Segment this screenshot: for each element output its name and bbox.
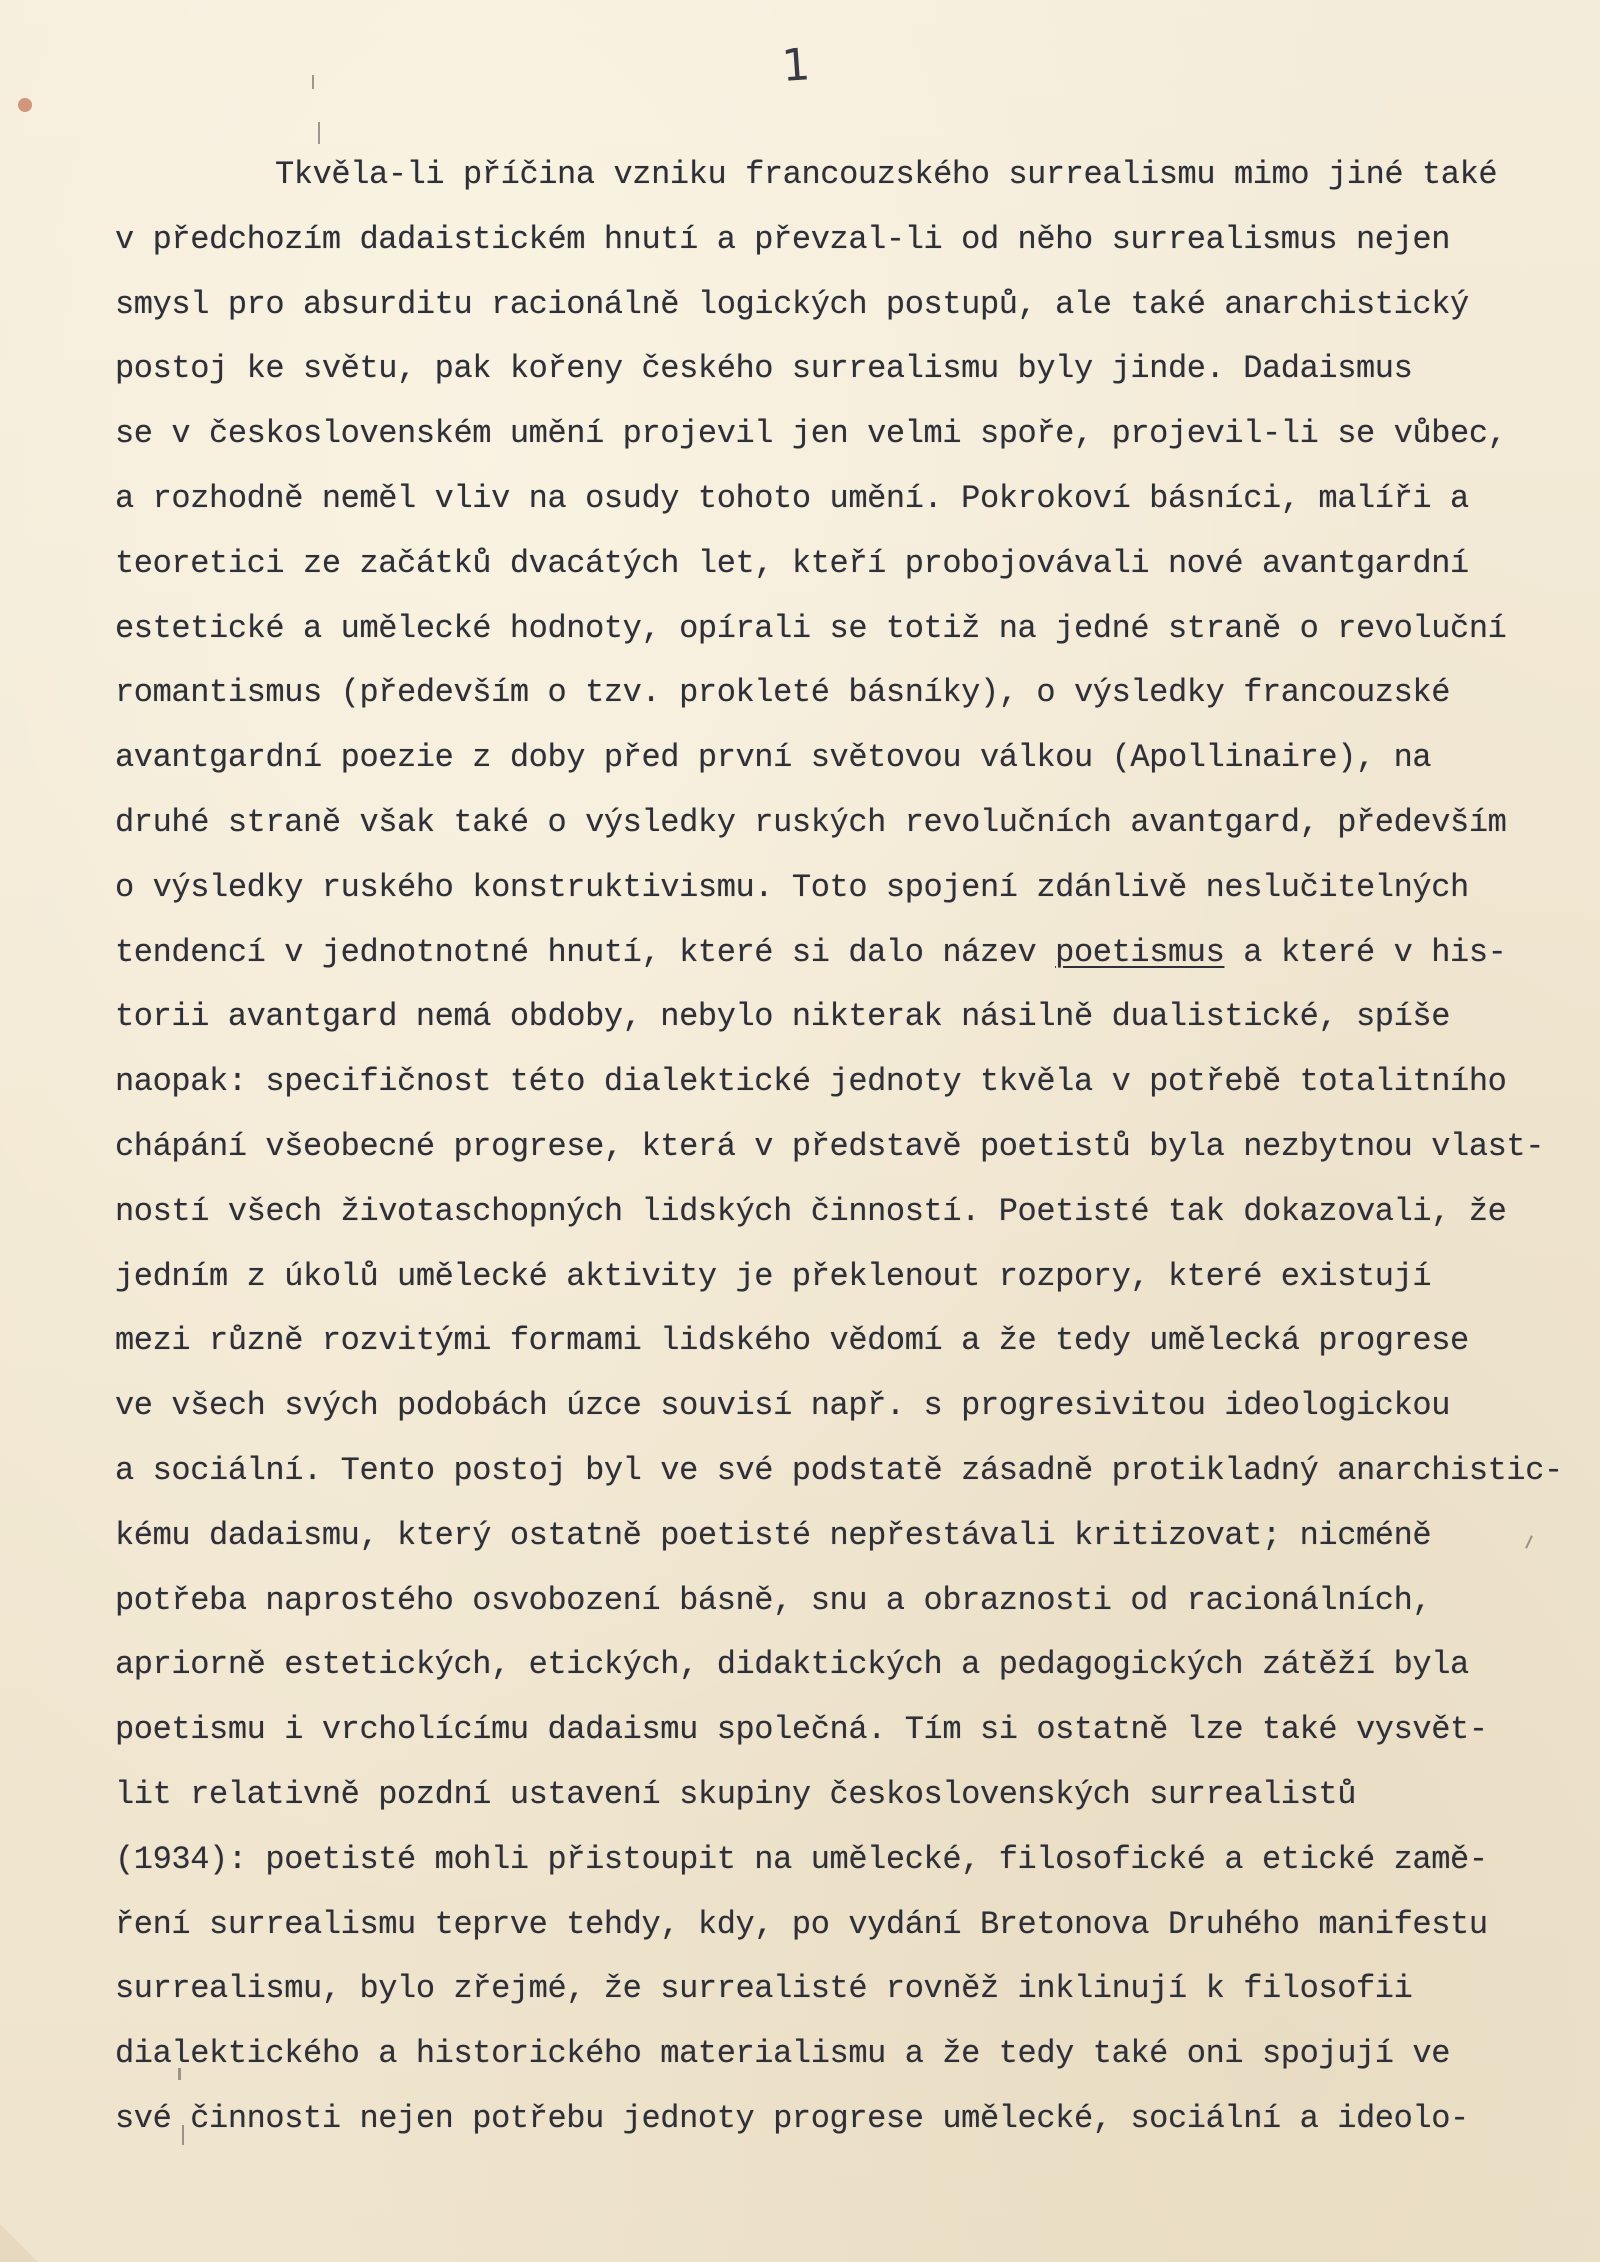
text-line: ností všech životaschopných lidských činností. Poetisté tak dokazovali, že: [115, 1192, 1507, 1230]
text-line: mezi různě rozvitými formami lidského vědomí a že tedy umělecká progrese: [115, 1322, 1469, 1360]
text-line: romantismus (především o tzv. prokleté básníky), o výsledky francouzské: [115, 674, 1451, 712]
paper-corner: [0, 2224, 38, 2262]
text-line: dialektického a historického materialismu a že tedy také oni spojují ve: [115, 2035, 1451, 2073]
text-line: apriorně estetických, etických, didaktických a pedagogických zátěží byla: [115, 1646, 1469, 1684]
text-line: Tkvěla-li příčina vzniku francouzského surrealismu mimo jiné také: [275, 156, 1498, 193]
text-line: chápání všeobecné progrese, která v představě poetistů byla nezbytnou vlast-: [115, 1127, 1545, 1165]
text-line: v předchozím dadaistickém hnutí a převzal-li od něho surrealismus nejen: [115, 220, 1451, 258]
text-line: smysl pro absurditu racionálně logických postupů, ale také anarchistický: [115, 285, 1469, 323]
text-line: potřeba naprostého osvobození básně, snu a obraznosti od racionálních,: [115, 1581, 1432, 1619]
body-text: [115, 143, 1563, 2152]
text-line: surrealismu, bylo zřejmé, že surrealisté rovněž inklinují k filosofii: [115, 1970, 1413, 2008]
text-line: lit relativně pozdní ustavení skupiny československých surrealistů: [115, 1775, 1357, 1813]
text-line: jedním z úkolů umělecké aktivity je překlenout rozpory, které existují: [115, 1257, 1432, 1295]
text-line: teoretici ze začátků dvacátých let, kteří probojovávali nové avantgardní: [115, 544, 1469, 582]
text-line: o výsledky ruského konstruktivismu. Toto spojení zdánlivě neslučitelných: [115, 868, 1469, 906]
text-line: a sociální. Tento postoj byl ve své podstatě zásadně protikladný anarchistic-: [115, 1451, 1563, 1489]
text-line: tendencí v jednotnotné hnutí, které si dalo název poetismus a které v his-: [115, 933, 1507, 971]
text-line: ření surrealismu teprve tehdy, kdy, po vydání Bretonova Druhého manifestu: [115, 1905, 1488, 1943]
text-line: se v československém umění projevil jen velmi spoře, projevil-li se vůbec,: [115, 415, 1507, 453]
text-line: estetické a umělecké hodnoty, opírali se totiž na jedné straně o revoluční: [115, 609, 1507, 647]
page-number: 1: [780, 39, 812, 92]
text-line: torii avantgard nemá obdoby, nebylo nikterak násilně dualistické, spíše: [115, 998, 1451, 1036]
text-line: své činnosti nejen potřebu jednoty progrese umělecké, sociální a ideolo-: [115, 2099, 1469, 2137]
text-line: druhé straně však také o výsledky ruských revolučních avantgard, především: [115, 803, 1507, 841]
text-line: poetismu i vrcholícímu dadaismu společná. Tím si ostatně lze také vysvět-: [115, 1711, 1488, 1749]
pencil-mark: [312, 75, 314, 89]
underlined-term: poetismus: [1055, 933, 1225, 971]
text-line: avantgardní poezie z doby před první světovou válkou (Apollinaire), na: [115, 739, 1432, 777]
text-line: ve všech svých podobách úzce souvisí např. s progresivitou ideologickou: [115, 1387, 1451, 1425]
pencil-mark: [318, 122, 320, 144]
text-line: kému dadaismu, který ostatně poetisté nepřestávali kritizovat; nicméně: [115, 1516, 1432, 1554]
text-line: (1934): poetisté mohli přistoupit na umělecké, filosofické a etické zamě-: [115, 1840, 1488, 1878]
text-line: postoj ke světu, pak kořeny českého surrealismu byly jinde. Dadaismus: [115, 350, 1413, 388]
text-line: naopak: specifičnost této dialektické jednoty tkvěla v potřebě totalitního: [115, 1063, 1507, 1101]
text-line: a rozhodně neměl vliv na osudy tohoto umění. Pokrokoví básníci, malíři a: [115, 479, 1469, 517]
punch-hole-mark: [18, 98, 32, 112]
